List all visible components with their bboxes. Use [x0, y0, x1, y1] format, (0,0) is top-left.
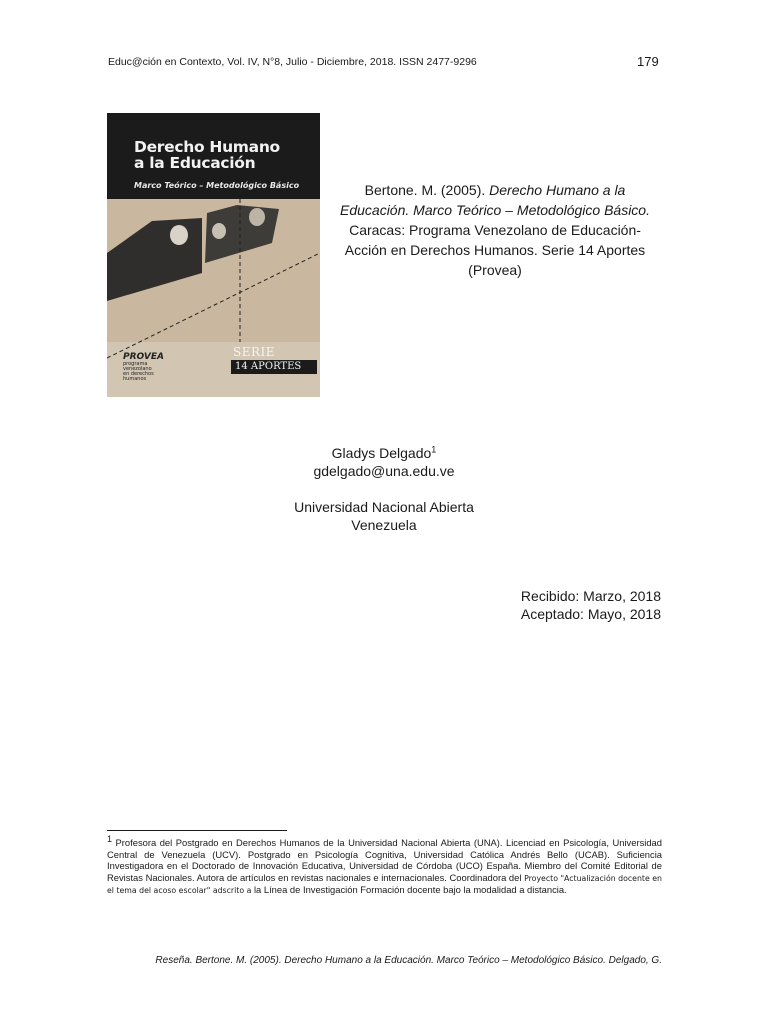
- footnote-mark: 1: [107, 833, 113, 844]
- cover-title-line2: a la Educación: [134, 154, 256, 172]
- serie-label: SERIE: [233, 345, 276, 359]
- cover-aportes: [231, 360, 317, 374]
- page-number: 179: [637, 54, 659, 69]
- cover-title: [134, 139, 280, 171]
- accepted-date: Aceptado: Mayo, 2018: [520, 606, 661, 622]
- footnote-project: Proyecto "Actualización docente en el tema del acoso escolar" adscrito a: [107, 873, 662, 895]
- logo-line2: en derechos humanos: [123, 371, 154, 382]
- cover-title-line1: Derecho Humano: [134, 138, 280, 156]
- footnote: [107, 833, 662, 897]
- logo-name: PROVEA: [123, 352, 164, 362]
- running-header: Educ@ción en Contexto, Vol. IV, N°8, Julio - Diciembre, 2018. ISSN 2477-9296: [108, 56, 477, 68]
- footnote-divider: [107, 830, 287, 831]
- serie-number: 14: [235, 361, 248, 372]
- author-email[interactable]: gdelgado@una.edu.ve: [313, 463, 455, 479]
- footnote-reference[interactable]: 1: [431, 444, 437, 455]
- citation-title: Derecho Humano a la Educación. Marco Teórico – Metodológico Básico.: [340, 182, 650, 218]
- citation-publisher: Caracas: Programa Venezolano de Educación-Acción en Derechos Humanos. Serie 14 Aportes (Provea): [344, 222, 646, 278]
- dates-block: [521, 587, 661, 623]
- aportes-label: APORTES: [250, 361, 302, 372]
- provea-logo: [123, 352, 169, 382]
- author-name-text: Gladys Delgado: [331, 445, 432, 461]
- logo-line1: programa venezolano: [123, 361, 152, 372]
- author-country: Venezuela: [351, 517, 417, 533]
- cover-serie: [233, 345, 275, 359]
- author-institution: Universidad Nacional Abierta: [294, 499, 474, 515]
- running-footer: Reseña. Bertone. M. (2005). Derecho Humano a la Educación. Marco Teórico – Metodológico Básico. Delgado, G.: [155, 955, 662, 966]
- cover-subtitle: Marco Teórico – Metodológico Básico: [134, 181, 300, 190]
- footnote-text: Profesora del Postgrado en Derechos Humanos de la Universidad Nacional Abierta (UNA). Licenciad en Psicología, Universidad Central de Venezuela (UCV). Postgrado en Psicología Cognitiva, Universidad Católica Andrés Bello (UCAB). Suficiencia Investigadora en el Doctorado de Innovación Educativa, Universidad de Córdoba (UCO) España. Miembro del Comité Editorial de Revistas Nacionales. Autora de artículos en revistas nacionales e internacionales. Coordinadora del: [107, 837, 662, 883]
- book-cover-image: [107, 113, 320, 397]
- book-citation: [330, 180, 660, 280]
- citation-author-year: Bertone. M. (2005).: [364, 182, 490, 198]
- received-date: Recibido: Marzo, 2018: [520, 588, 661, 604]
- footnote-text-end: la Línea de Investigación Formación docente bajo la modalidad a distancia.: [251, 884, 567, 895]
- author-name: [0, 444, 768, 462]
